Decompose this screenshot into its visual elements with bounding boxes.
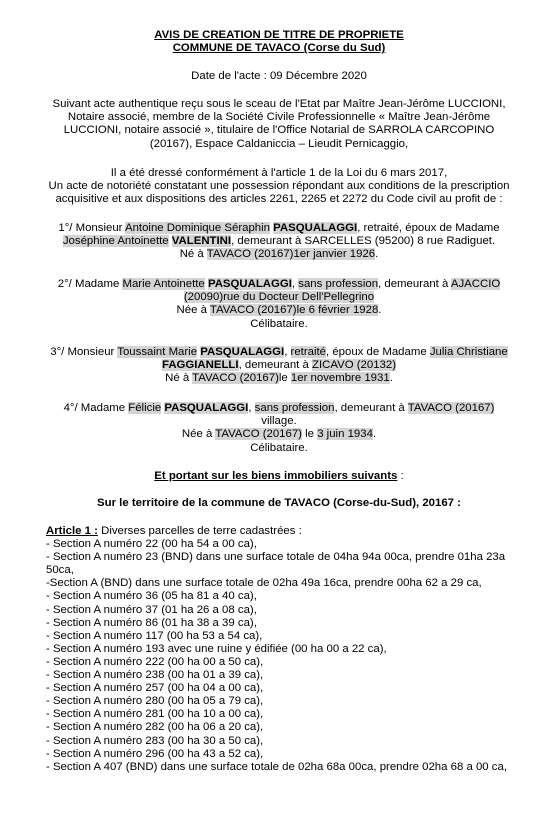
parcel-line: - Section A numéro 23 (BND) dans une surface totale de 04ha 94a 00ca, prendre 01ha 23a bbox=[46, 551, 506, 564]
party-3-spouse-first: Julia Christiane bbox=[429, 346, 508, 358]
law-line-1: Il a été dressé conformément à l'article 1 de la Loi du 6 mars 2017, bbox=[110, 167, 448, 179]
party-2-birthdate: le 6 février 1928 bbox=[296, 304, 379, 317]
parcel-line: - Section A numéro 86 (01 ha 38 a 39 ca), bbox=[46, 616, 257, 629]
parcel-line: - Section A 407 (BND) dans une surface totale de 02ha 68a 00ca, prendre 02ha 68 a 00 ca, bbox=[46, 760, 508, 773]
parcel-line: - Section A numéro 222 (00 ha 00 a 50 ca), bbox=[46, 655, 264, 668]
party-1-birthplace: TAVACO (20167) bbox=[206, 248, 294, 261]
party-4-birthplace: TAVACO (20167) bbox=[215, 428, 302, 441]
parcel-line: - Section A numéro 296 (00 ha 43 a 52 ca), bbox=[46, 747, 264, 760]
party-2-city: AJACCIO bbox=[450, 278, 501, 290]
party-1-spouse-first: Joséphine Antoinette bbox=[62, 235, 169, 248]
article-1 bbox=[46, 525, 536, 774]
intro-paragraph: Suivant acte authentique reçu sous le sceau de l'Etat par Maître Jean-Jérôme LUCCIONI, Notaire associé, membre de la Société Civile Professionnelle « Maître Jean-Jérôme LUCCIONI, notaire associé », titulaire de l'Office Notarial de SARROLA CARCOPINO (20167), Espace Caldaniccia – Lieudit Pernicaggio, bbox=[52, 98, 506, 150]
parcel-line: - Section A numéro 282 (00 ha 06 a 20 ca), bbox=[46, 721, 264, 734]
biens-heading: Et portant sur les biens immobiliers suivants : bbox=[154, 470, 404, 482]
parcel-line: - Section A numéro 22 (00 ha 54 a 00 ca), bbox=[46, 538, 257, 551]
party-2-first-names: Marie Antoinette bbox=[122, 278, 205, 290]
party-4-profession: sans profession bbox=[254, 402, 335, 414]
parcel-line: 50ca, bbox=[46, 564, 74, 577]
act-date: Date de l'acte : 09 Décembre 2020 bbox=[191, 70, 367, 82]
party-2-profession: sans profession bbox=[298, 278, 379, 290]
law-line-2: Un acte de notoriété constatant une possession répondant aux conditions de la prescription acquisitive et aux dispositions des articles 2261, 2265 et 2272 du Code civil au profit de : bbox=[48, 180, 510, 206]
party-1-birthdate: 1er janvier 1926 bbox=[293, 248, 376, 261]
party-3: 3°/ Monsieur Toussaint Marie PASQUALAGGI, retraité, époux de Madame Julia Christiane FAGGIANELLI, demeurant à ZICAVO (20132) Né à TAVACO (20167)le 1er novembre 1931. bbox=[50, 346, 508, 385]
parcel-line: - Section A numéro 280 (00 ha 05 a 79 ca), bbox=[46, 695, 264, 708]
legal-basis bbox=[44, 167, 514, 207]
party-3-first-names: Toussaint Marie bbox=[117, 346, 198, 358]
party-2: 2°/ Madame Marie Antoinette PASQUALAGGI, sans profession, demeurant à AJACCIO (20090)rue du Docteur Dell'Pellegrino Née à TAVACO (20167)le 6 février 1928. Célibataire. bbox=[44, 278, 514, 331]
party-1-surname: PASQUALAGGI bbox=[273, 222, 358, 234]
party-2-status: Célibataire. bbox=[250, 317, 308, 330]
parcel-line: -Section A (BND) dans une surface totale de 02ha 49a 16ca, prendre 00ha 62 a 29 ca, bbox=[46, 577, 482, 590]
party-4-birthdate: 3 juin 1934 bbox=[317, 428, 373, 441]
parcel-line: - Section A numéro 37 (01 ha 26 a 08 ca), bbox=[46, 603, 257, 616]
parcel-line: - Section A numéro 193 avec une ruine y édifiée (00 ha 00 a 22 ca), bbox=[46, 642, 387, 655]
parcel-line: - Section A numéro 257 (00 ha 04 a 00 ca), bbox=[46, 682, 264, 695]
party-1-spouse-surname: VALENTINI bbox=[171, 235, 232, 248]
party-2-birthplace: TAVACO (20167) bbox=[209, 304, 297, 317]
party-3-surname: PASQUALAGGI bbox=[200, 346, 285, 358]
party-3-birthdate: 1er novembre 1931 bbox=[290, 372, 390, 385]
party-4-surname: PASQUALAGGI bbox=[164, 402, 249, 414]
party-3-profession: retraité bbox=[290, 346, 326, 358]
party-4: 4°/ Madame Félicie PASQUALAGGI, sans profession, demeurant à TAVACO (20167) village. Née à TAVACO (20167) le 3 juin 1934. Célibataire. bbox=[44, 402, 514, 455]
party-3-birthplace: TAVACO (20167) bbox=[192, 372, 279, 385]
party-4-village: village. bbox=[261, 415, 297, 428]
party-4-city: TAVACO (20167) bbox=[407, 402, 495, 414]
parcel-line: - Section A numéro 36 (05 ha 81 a 40 ca), bbox=[46, 590, 257, 603]
party-2-surname: PASQUALAGGI bbox=[207, 278, 292, 290]
title-line-2: COMMUNE DE TAVACO (Corse du Sud) bbox=[172, 42, 386, 55]
territory-heading: Sur le territoire de la commune de TAVACO (Corse-du-Sud), 20167 : bbox=[97, 497, 461, 509]
document-title bbox=[44, 29, 514, 55]
article-1-heading: Article 1 : Diverses parcelles de terre cadastrées : bbox=[46, 525, 302, 537]
parcel-line: - Section A numéro 281 (00 ha 10 a 00 ca), bbox=[46, 708, 264, 721]
parcel-line: - Section A numéro 117 (00 ha 53 a 54 ca), bbox=[46, 629, 263, 642]
title-line-1: AVIS DE CREATION DE TITRE DE PROPRIETE bbox=[154, 29, 404, 41]
parcel-line: - Section A numéro 238 (00 ha 01 a 39 ca), bbox=[46, 669, 264, 682]
party-4-status: Célibataire. bbox=[250, 441, 308, 454]
parcel-line: - Section A numéro 283 (00 ha 30 a 50 ca), bbox=[46, 734, 264, 747]
party-3-spouse-surname: FAGGIANELLI bbox=[161, 359, 239, 372]
party-2-address: (20090)rue du Docteur Dell'Pellegrino bbox=[183, 291, 375, 304]
party-1: 1°/ Monsieur Antoine Dominique Séraphin PASQUALAGGI, retraité, époux de Madame Joséphine Antoinette VALENTINI, demeurant à SARCELLES (95200) 8 rue Radiguet. Né à TAVACO (20167)1er janvier 1926. bbox=[58, 222, 500, 261]
party-4-first-names: Félicie bbox=[128, 402, 162, 414]
party-3-city: ZICAVO (20132) bbox=[312, 359, 396, 372]
party-1-first-names: Antoine Dominique Séraphin bbox=[124, 222, 270, 234]
